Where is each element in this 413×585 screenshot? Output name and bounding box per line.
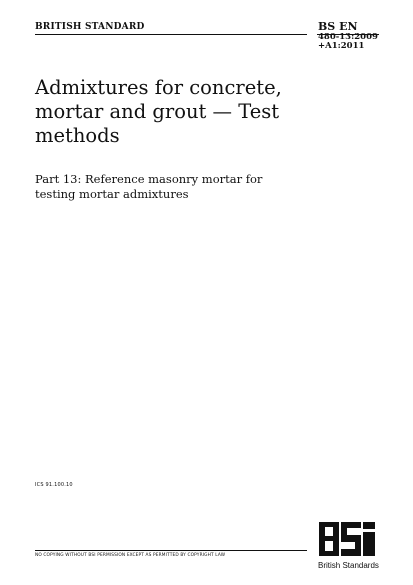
ics-code: ICS 91.100.10 — [35, 482, 73, 488]
document-subtitle: Part 13: Reference masonry mortar for testing mortar admixtures — [35, 172, 263, 201]
copyright-notice: NO COPYING WITHOUT BSI PERMISSION EXCEPT AS PERMITTED BY COPYRIGHT LAW — [35, 553, 226, 558]
document-type-label: BRITISH STANDARD — [35, 22, 145, 32]
standard-number-line1: BS EN — [318, 20, 358, 33]
standard-number-line3: +A1:2011 — [318, 41, 365, 52]
standard-number-line2: 480-13:2009 — [318, 32, 378, 43]
logo-tagline: British Standards — [318, 561, 379, 570]
standard-number — [318, 21, 378, 52]
footer-rule — [35, 550, 307, 551]
document-title: Admixtures for concrete, mortar and grout — Test methods — [35, 76, 282, 147]
header-rule-left — [35, 34, 307, 35]
